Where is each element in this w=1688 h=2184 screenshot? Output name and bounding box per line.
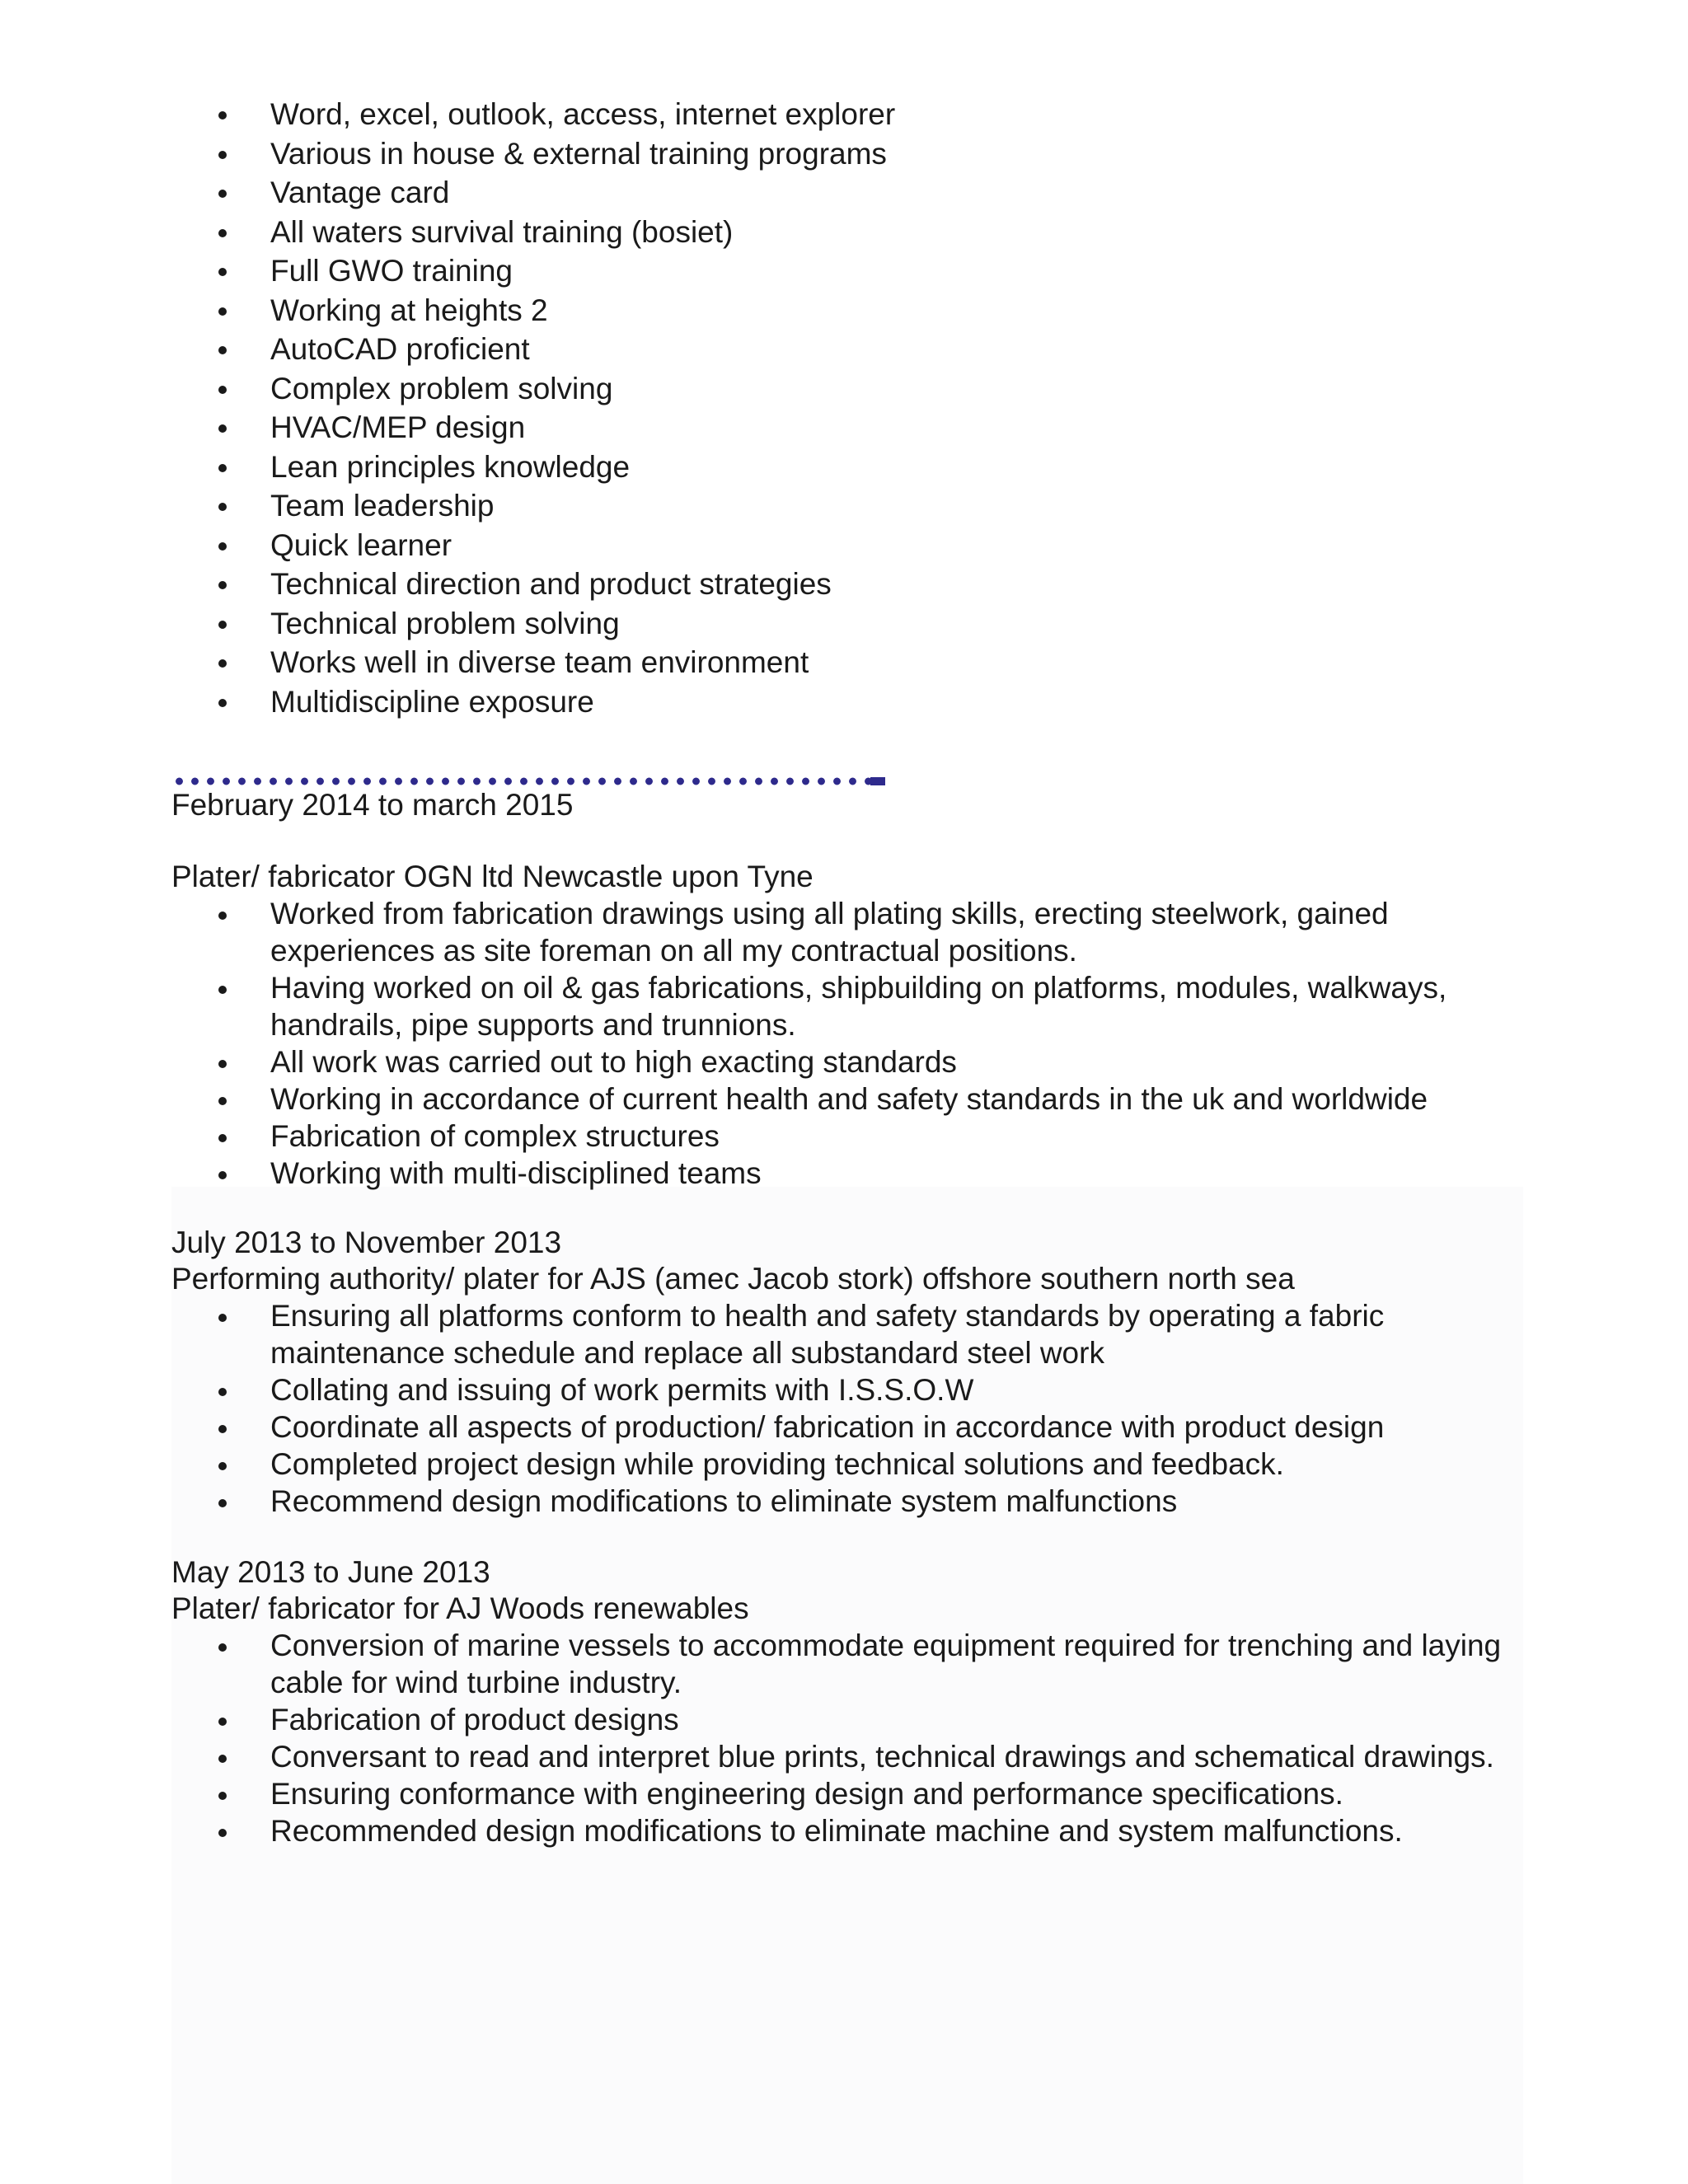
job-role: Plater/ fabricator for AJ Woods renewables [171,1591,749,1625]
job-entry [171,787,1523,1192]
job-dates: July 2013 to November 2013 [171,1226,562,1259]
skill-item: Complex problem solving [270,369,1523,409]
separator-dots [171,777,872,785]
skill-item: Works well in diverse team environment [270,643,1523,682]
skill-item: Word, excel, outlook, access, internet explorer [270,95,1523,134]
duty-item: Recommend design modifications to eliminate system malfunctions [270,1483,1523,1520]
duty-item: Recommended design modifications to eliminate machine and system malfunctions. [270,1812,1523,1849]
skill-item: Quick learner [270,526,1523,565]
spacer [171,823,1523,859]
job-dates: February 2014 to march 2015 [171,788,574,822]
skill-item: All waters survival training (bosiet) [270,213,1523,252]
skill-item: Lean principles knowledge [270,448,1523,487]
duty-item: Working in accordance of current health and safety standards in the uk and worldwide [270,1080,1523,1118]
skill-item: Full GWO training [270,251,1523,291]
duty-item: Ensuring all platforms conform to health and safety standards by operating a fabric maintenance schedule and replace all substandard steel work [270,1297,1523,1371]
job-entry [171,1554,1523,1849]
skills-list [171,95,1523,721]
skill-item: Technical problem solving [270,604,1523,644]
spacer [171,1192,1523,1225]
skill-item: HVAC/MEP design [270,408,1523,448]
duty-item: Working with multi-disciplined teams [270,1155,1523,1192]
spacer [171,1520,1523,1554]
resume-content [171,95,1523,1849]
duty-item: Conversion of marine vessels to accommodate equipment required for trenching and laying cable for wind turbine industry. [270,1627,1523,1701]
job-duties [171,1297,1523,1520]
duty-item: Collating and issuing of work permits with I.S.S.O.W [270,1371,1523,1408]
duty-item: Conversant to read and interpret blue prints, technical drawings and schematical drawings. [270,1738,1523,1775]
duty-item: All work was carried out to high exacting standards [270,1043,1523,1080]
dotted-separator [171,776,885,787]
duty-item: Ensuring conformance with engineering design and performance specifications. [270,1775,1523,1812]
job-duties [171,1627,1523,1849]
skill-item: Team leadership [270,486,1523,526]
job-role: Plater/ fabricator OGN ltd Newcastle upon Tyne [171,860,814,893]
job-entry [171,1225,1523,1520]
duty-item: Worked from fabrication drawings using all plating skills, erecting steelwork, gained experiences as site foreman on all my contractual positions. [270,895,1523,969]
job-duties [171,895,1523,1192]
duty-item: Fabrication of product designs [270,1701,1523,1738]
skill-item: Vantage card [270,173,1523,213]
duty-item: Fabrication of complex structures [270,1118,1523,1155]
skill-item: Multidiscipline exposure [270,682,1523,722]
separator-end [870,777,885,785]
duty-item: Completed project design while providing technical solutions and feedback. [270,1446,1523,1483]
job-role: Performing authority/ plater for AJS (amec Jacob stork) offshore southern north sea [171,1262,1295,1296]
skill-item: Technical direction and product strategies [270,565,1523,604]
skill-item: AutoCAD proficient [270,330,1523,369]
duty-item: Coordinate all aspects of production/ fabrication in accordance with product design [270,1408,1523,1446]
skill-item: Working at heights 2 [270,291,1523,330]
skill-item: Various in house & external training programs [270,134,1523,174]
job-dates: May 2013 to June 2013 [171,1555,490,1589]
duty-item: Having worked on oil & gas fabrications, shipbuilding on platforms, modules, walkways, handrails, pipe supports and trunnions. [270,969,1523,1043]
